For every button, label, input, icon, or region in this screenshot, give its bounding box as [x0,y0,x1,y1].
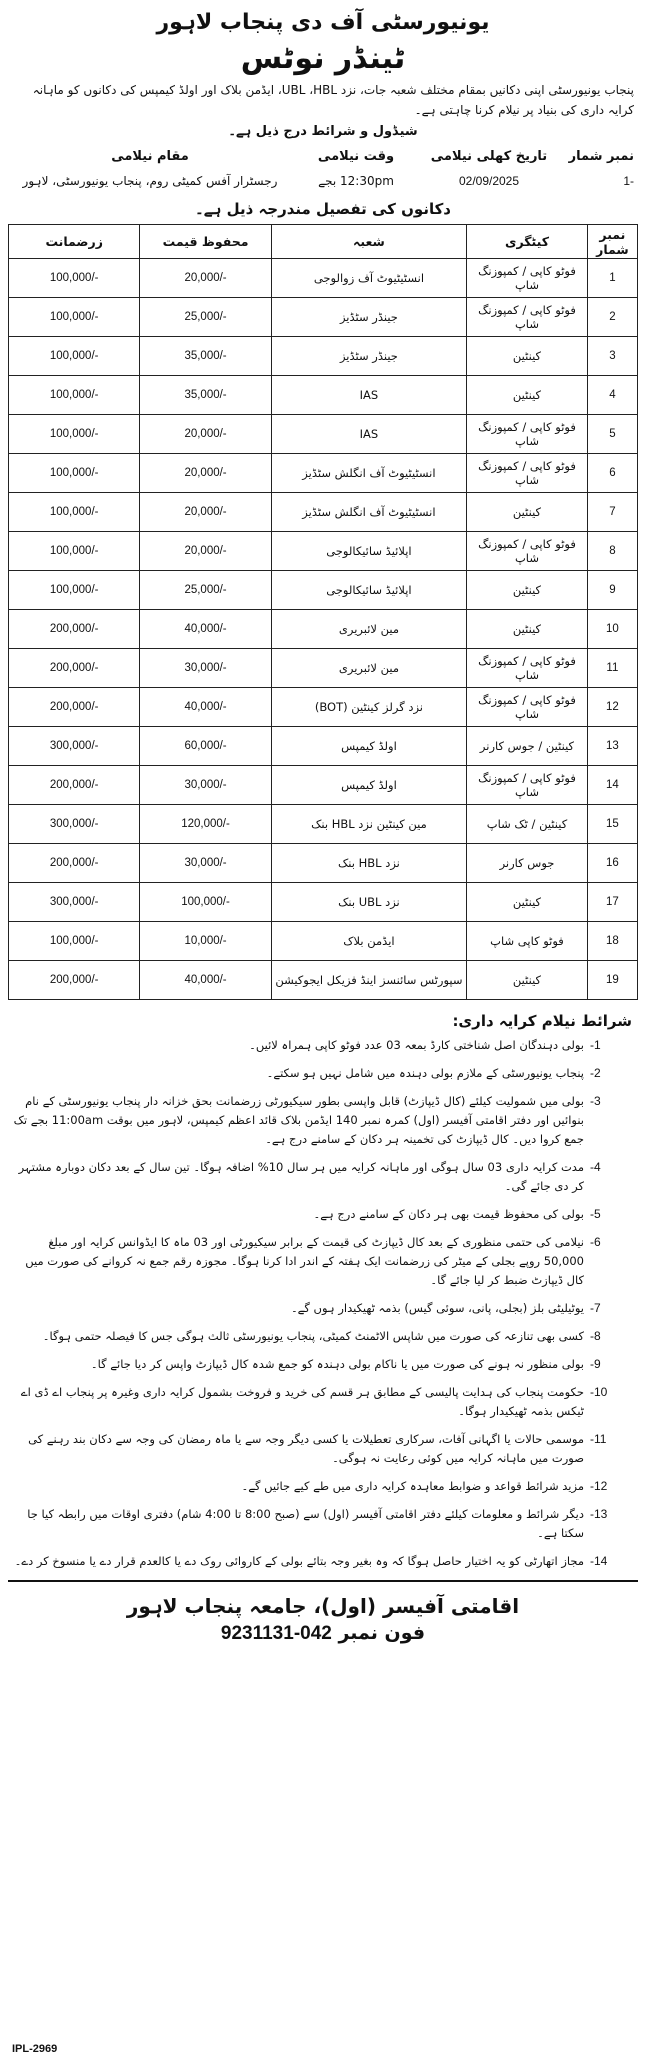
term-number: -13 [590,1507,608,1521]
table-row [9,610,638,649]
footer-phone-label: فون نمبر [338,1622,426,1644]
table-row [9,376,638,415]
footer-divider [8,1580,638,1582]
shop-category: کینٹین [467,337,588,376]
list-item [12,1477,634,1496]
shop-security: 100,000/- [9,259,140,298]
table-row [9,454,638,493]
university-name: یونیورسٹی آف دی پنجاب لاہور [156,10,490,35]
term-text: بولی میں شمولیت کیلئے (کال ڈیپازٹ) قابل واپسی بطور سیکیورٹی زرضمانت بحق خزانہ دار پنجاب یونیورسٹی کے نام بنوائیں اور دفتر اقامتی آفیسر (اول) کمرہ نمبر 140 ایڈمن بلاک قائد اعظم کیمپس، لاہور میں بوقت 11:00am بجے تک جمع کروا دیں۔ کال ڈیپازٹ کی تخمینہ ہر دکان کے سامنے درج ہے۔ [13,1094,584,1146]
schedule-time: 12:30pm بجے [318,174,394,188]
shop-reserve: 20,000/- [140,532,271,571]
table-row [9,922,638,961]
term-text: نیلامی کی حتمی منظوری کے بعد کال ڈیپازٹ کی قیمت کے برابر سیکیورٹی اور 03 ماہ کا ایڈوانس کرایہ اور مبلغ 50,000 روپے بجلی کے میٹر کی زرضمانت ایک ہفتہ کے اندر ادا کرنا ہوگا۔ مجوزہ رقم جمع نہ کروانے کی صورت میں کال ڈیپازٹ ضبط کر لیا جائے گا۔ [25,1235,584,1287]
shop-category: فوٹو کاپی / کمپوزنگ شاپ [467,532,588,571]
term-number: -8 [590,1329,601,1343]
term-number: -12 [590,1479,608,1493]
shop-sr: 4 [587,376,637,415]
table-row [9,766,638,805]
schedule-row [8,168,638,194]
shop-dept: IAS [271,415,466,454]
schedule-table [8,145,638,194]
shop-category: کینٹین [467,493,588,532]
shop-category: کینٹین / جوس کارنر [467,727,588,766]
table-row [9,532,638,571]
shop-reserve: 20,000/- [140,454,271,493]
table-row [9,883,638,922]
shop-reserve: 30,000/- [140,844,271,883]
shop-category: فوٹو کاپی / کمپوزنگ شاپ [467,415,588,454]
shop-security: 300,000/- [9,883,140,922]
term-number: -11 [590,1432,607,1446]
shop-category: کینٹین [467,883,588,922]
shops-header-dept: شعبہ [271,225,466,259]
table-row [9,571,638,610]
footer-phone-number: 042-9231131 [220,1623,332,1644]
shop-reserve: 35,000/- [140,337,271,376]
shop-reserve: 30,000/- [140,766,271,805]
shop-category: فوٹو کاپی / کمپوزنگ شاپ [467,259,588,298]
shop-dept: انسٹیٹیوٹ آف انگلش سٹڈیز [271,493,466,532]
term-text: مزید شرائط قواعد و ضوابط معاہدہ کرایہ داری میں طے کیے جائیں گے۔ [241,1479,584,1493]
shop-dept: اولڈ کیمپس [271,766,466,805]
shop-security: 100,000/- [9,532,140,571]
shop-sr: 1 [587,259,637,298]
shop-security: 300,000/- [9,805,140,844]
table-row [9,415,638,454]
term-text: بولی دہندگان اصل شناختی کارڈ بمعہ 03 عدد فوٹو کاپی ہمراہ لائیں۔ [249,1038,584,1052]
list-item [12,1233,634,1290]
shop-sr: 8 [587,532,637,571]
term-text: مدت کرایہ داری 03 سال ہوگی اور ماہانہ کرایہ میں ہر سال 10% اضافہ ہوگا۔ تین سال کے بعد دکان دوبارہ مشتہر کر دی جائے گی۔ [18,1160,584,1193]
shop-reserve: 120,000/- [140,805,271,844]
shops-table [8,224,638,1000]
shop-category: فوٹو کاپی شاپ [467,922,588,961]
shop-security: 100,000/- [9,922,140,961]
shops-header-category: کیٹگری [467,225,588,259]
term-text: مجاز اتھارٹی کو یہ اختیار حاصل ہوگا کہ وہ بغیر وجہ بتائے بولی کے کاروائی روک دے یا کالعدم قرار دے یا منسوخ کر دے۔ [14,1554,584,1568]
shop-dept: IAS [271,376,466,415]
shop-reserve: 40,000/- [140,961,271,1000]
shop-dept: مین لائبریری [271,649,466,688]
shop-reserve: 30,000/- [140,649,271,688]
shop-reserve: 60,000/- [140,727,271,766]
table-row [9,649,638,688]
shop-security: 100,000/- [9,454,140,493]
shop-security: 200,000/- [9,766,140,805]
shop-sr: 9 [587,571,637,610]
list-item [12,1036,634,1055]
shop-dept: انسٹیٹیوٹ آف انگلش سٹڈیز [271,454,466,493]
shop-reserve: 25,000/- [140,571,271,610]
shops-table-body [9,259,638,1000]
intro-paragraph: پنجاب یونیورسٹی اپنی دکانیں بمقام مختلف شعبہ جات، نزد UBL ،HBL، ایڈمن بلاک اور اولڈ کیمپس کی دکانوں کو ماہانہ کرایہ داری کی بنیاد پر نیلام کرنا چاہتی ہے۔ [32,83,634,117]
list-item [12,1383,634,1421]
shop-dept: اپلائیڈ سائیکالوجی [271,532,466,571]
table-row [9,805,638,844]
term-number: -10 [590,1385,608,1399]
shop-security: 200,000/- [9,610,140,649]
shop-dept: نزد HBL بنک [271,844,466,883]
shops-header-security: زرضمانت [9,225,140,259]
shop-dept: مین لائبریری [271,610,466,649]
shop-sr: 11 [587,649,637,688]
table-row [9,844,638,883]
term-number: -1 [590,1038,601,1052]
terms-title: شرائط نیلام کرایہ داری: [452,1012,632,1030]
shop-sr: 10 [587,610,637,649]
shop-dept: مین کینٹین نزد HBL بنک [271,805,466,844]
list-item [12,1552,634,1571]
shop-dept: جینڈر سٹڈیز [271,298,466,337]
shop-sr: 18 [587,922,637,961]
shop-sr: 6 [587,454,637,493]
shops-header-row [9,225,638,259]
shop-dept: نزد گرلز کینٹین (BOT) [271,688,466,727]
term-number: -2 [590,1066,601,1080]
shop-reserve: 20,000/- [140,259,271,298]
list-item [12,1430,634,1468]
shop-reserve: 35,000/- [140,376,271,415]
shop-security: 300,000/- [9,727,140,766]
table-row [9,961,638,1000]
shop-security: 200,000/- [9,961,140,1000]
table-row [9,727,638,766]
term-number: -14 [590,1554,608,1568]
notice-title: ٹینڈر نوٹس [240,41,406,76]
schedule-header-date: تاریخ کھلی نیلامی [430,149,548,164]
shop-category: فوٹو کاپی / کمپوزنگ شاپ [467,454,588,493]
shop-sr: 16 [587,844,637,883]
term-number: -3 [590,1094,601,1108]
shop-reserve: 20,000/- [140,493,271,532]
shop-dept: ایڈمن بلاک [271,922,466,961]
list-item [12,1064,634,1083]
term-text: پنجاب یونیورسٹی کے ملازم بولی دہندہ میں شامل نہیں ہو سکتے۔ [266,1066,584,1080]
shops-header-reserve: محفوظ قیمت [140,225,271,259]
shop-sr: 15 [587,805,637,844]
shop-category: کینٹین [467,961,588,1000]
shop-category: کینٹین [467,610,588,649]
shop-security: 100,000/- [9,415,140,454]
shop-category: کینٹین [467,376,588,415]
shop-sr: 17 [587,883,637,922]
shop-dept: سپورٹس سائنسز اینڈ فزیکل ایجوکیشن [271,961,466,1000]
term-text: دیگر شرائط و معلومات کیلئے دفتر اقامتی آفیسر (اول) سے (صبح 8:00 تا 4:00 شام) دفتری اوقات میں رابطہ کیا جا سکتا ہے۔ [27,1507,584,1540]
shop-category: فوٹو کاپی / کمپوزنگ شاپ [467,298,588,337]
list-item [12,1299,634,1318]
ipl-code: IPL-2969 [12,2043,58,2055]
term-text: بولی کی محفوظ قیمت بھی ہر دکان کے سامنے درج ہے۔ [313,1207,584,1221]
list-item [12,1158,634,1196]
shop-dept: جینڈر سٹڈیز [271,337,466,376]
shop-category: فوٹو کاپی / کمپوزنگ شاپ [467,766,588,805]
shop-reserve: 40,000/- [140,610,271,649]
terms-list [8,1036,638,1571]
shop-security: 200,000/- [9,688,140,727]
schedule-date: 02/09/2025 [458,174,520,188]
list-item [12,1355,634,1374]
shop-security: 200,000/- [9,844,140,883]
shop-sr: 14 [587,766,637,805]
term-text: موسمی حالات یا اگہانی آفات، سرکاری تعطیلات یا کسی دیگر وجہ سے یا ماہ رمضان کی وجہ سے دکان بند رہنے کی صورت میں ماہانہ کرایہ میں کوئی رعایت نہ ہوگی۔ [28,1432,584,1465]
term-number: -6 [590,1235,601,1249]
shop-reserve: 25,000/- [140,298,271,337]
term-number: -9 [590,1357,601,1371]
schedule-note: شیڈول و شرائط درج ذیل ہے۔ [228,124,418,139]
shop-category: کینٹین / ٹک شاپ [467,805,588,844]
schedule-header-row [8,145,638,168]
shop-security: 100,000/- [9,337,140,376]
schedule-header-time: وقت نیلامی [317,149,395,164]
shops-title: دکانوں کی تفصیل مندرجہ ذیل ہے۔ [194,200,452,218]
shop-sr: 3 [587,337,637,376]
term-text: یوٹیلیٹی بلز (بجلی، پانی، سوئی گیس) بذمہ ٹھیکیدار ہوں گے۔ [290,1301,584,1315]
term-text: کسی بھی تنازعہ کی صورت میں شاپس الاٹمنٹ کمیٹی، پنجاب یونیورسٹی ثالث ہوگی جس کا فیصلہ حتمی ہوگا۔ [42,1329,584,1343]
shop-reserve: 10,000/- [140,922,271,961]
schedule-place: رجسٹرار آفس کمیٹی روم، پنجاب یونیورسٹی، لاہور [22,174,278,188]
shop-dept: نزد UBL بنک [271,883,466,922]
shop-dept: اولڈ کیمپس [271,727,466,766]
shop-category: جوس کارنر [467,844,588,883]
shop-reserve: 20,000/- [140,415,271,454]
shop-sr: 19 [587,961,637,1000]
shop-reserve: 40,000/- [140,688,271,727]
shop-sr: 5 [587,415,637,454]
list-item [12,1205,634,1224]
shop-security: 100,000/- [9,298,140,337]
shop-dept: اپلائیڈ سائیکالوجی [271,571,466,610]
shop-sr: 13 [587,727,637,766]
shop-sr: 2 [587,298,637,337]
schedule-sr: 1- [623,174,634,188]
shop-sr: 7 [587,493,637,532]
list-item [12,1092,634,1149]
table-row [9,259,638,298]
footer-phone-line [8,1622,638,1645]
shop-security: 200,000/- [9,649,140,688]
schedule-header-sr: نمبر شمار [568,149,634,164]
shop-category: کینٹین [467,571,588,610]
shops-header-sr: نمبر شمار [587,225,637,259]
table-row [9,688,638,727]
shop-dept: انسٹیٹیوٹ آف زوالوجی [271,259,466,298]
schedule-header-place: مقام نیلامی [111,149,189,164]
table-row [9,298,638,337]
shop-security: 100,000/- [9,571,140,610]
table-row [9,493,638,532]
term-number: -7 [590,1301,601,1315]
list-item [12,1327,634,1346]
shop-category: فوٹو کاپی / کمپوزنگ شاپ [467,688,588,727]
shop-security: 100,000/- [9,376,140,415]
term-text: بولی منظور نہ ہونے کی صورت میں یا ناکام بولی دہندہ کو جمع شدہ کال ڈیپازٹ واپس کر دیا جائے گا۔ [90,1357,584,1371]
term-number: -5 [590,1207,601,1221]
shop-security: 100,000/- [9,493,140,532]
shop-sr: 12 [587,688,637,727]
footer-office: اقامتی آفیسر (اول)، جامعہ پنجاب لاہور [126,1594,520,1618]
shop-reserve: 100,000/- [140,883,271,922]
term-text: حکومت پنجاب کی ہدایت پالیسی کے مطابق ہر قسم کی خرید و فروخت بشمول کرایہ داری وغیرہ پر پنجاب اے ڈی اے ٹیکس بذمہ ٹھیکیدار ہوگا۔ [20,1385,584,1418]
term-number: -4 [590,1160,601,1174]
shop-category: فوٹو کاپی / کمپوزنگ شاپ [467,649,588,688]
list-item [12,1505,634,1543]
table-row [9,337,638,376]
